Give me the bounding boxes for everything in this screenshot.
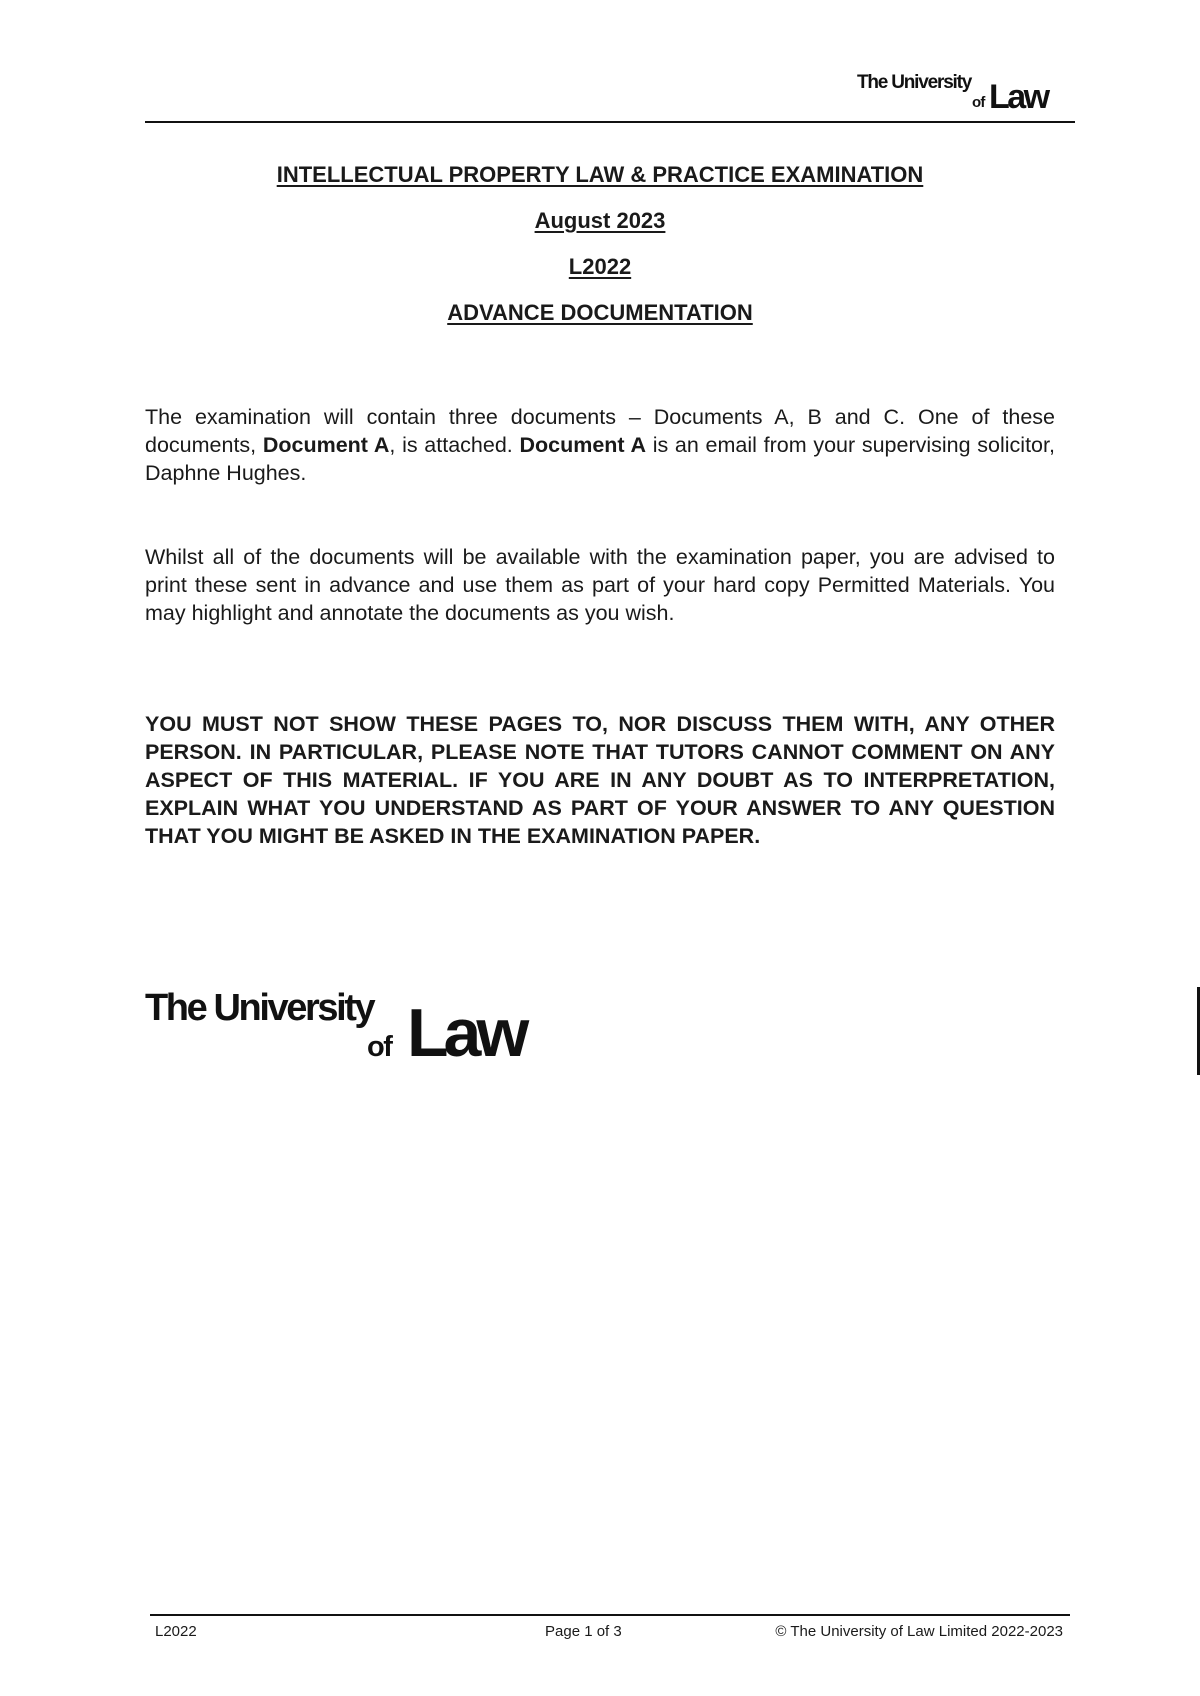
exam-code: L2022: [568, 254, 632, 279]
document-titles: [145, 162, 1055, 346]
intro-bold-1: Document A: [262, 433, 390, 457]
svg-text:The University: The University: [145, 987, 374, 1029]
svg-text:Law: Law: [407, 995, 525, 1057]
footer-code: L2022: [155, 1623, 197, 1640]
svg-text:Law: Law: [989, 78, 1048, 110]
header-university-logo: [855, 66, 1065, 110]
svg-text:of: of: [972, 94, 985, 110]
footer-divider: [150, 1614, 1070, 1616]
university-logo: [145, 982, 570, 1057]
documentation-heading: ADVANCE DOCUMENTATION: [447, 300, 753, 325]
exam-title: INTELLECTUAL PROPERTY LAW & PRACTICE EXAMINATION: [276, 162, 924, 187]
intro-paragraph: [145, 403, 1055, 487]
intro-text-1: The examination will contain three documents – Documents A, B and C. One of these documents,: [145, 405, 1055, 457]
advice-paragraph: Whilst all of the documents will be available with the examination paper, you are advised to print these sent in advance and use them as part of your hard copy Permitted Materials. You may highlight and annotate the documents as you wish.: [145, 545, 1055, 625]
confidentiality-warning: YOU MUST NOT SHOW THESE PAGES TO, NOR DISCUSS THEM WITH, ANY OTHER PERSON. IN PARTICULAR, PLEASE NOTE THAT TUTORS CANNOT COMMENT ON ANY ASPECT OF THIS MATERIAL. IF YOU ARE IN ANY DOUBT AS TO INTERPRETATION, EXPLAIN WHAT YOU UNDERSTAND AS PART OF YOUR ANSWER TO ANY QUESTION THAT YOU MIGHT BE ASKED IN THE EXAMINATION PAPER.: [145, 712, 1055, 848]
exam-date: August 2023: [534, 208, 666, 233]
intro-text-3: is an email from your supervising solicitor, Daphne Hughes.: [145, 433, 1055, 485]
svg-text:The University: The University: [857, 72, 972, 93]
header-divider: [145, 121, 1075, 123]
intro-bold-2: Document A: [519, 433, 646, 457]
svg-text:of: of: [367, 1031, 392, 1057]
intro-text-2: , is attached.: [389, 433, 520, 457]
footer-page-number: Page 1 of 3: [545, 1623, 622, 1640]
footer-copyright: © The University of Law Limited 2022-2023: [775, 1623, 1063, 1640]
